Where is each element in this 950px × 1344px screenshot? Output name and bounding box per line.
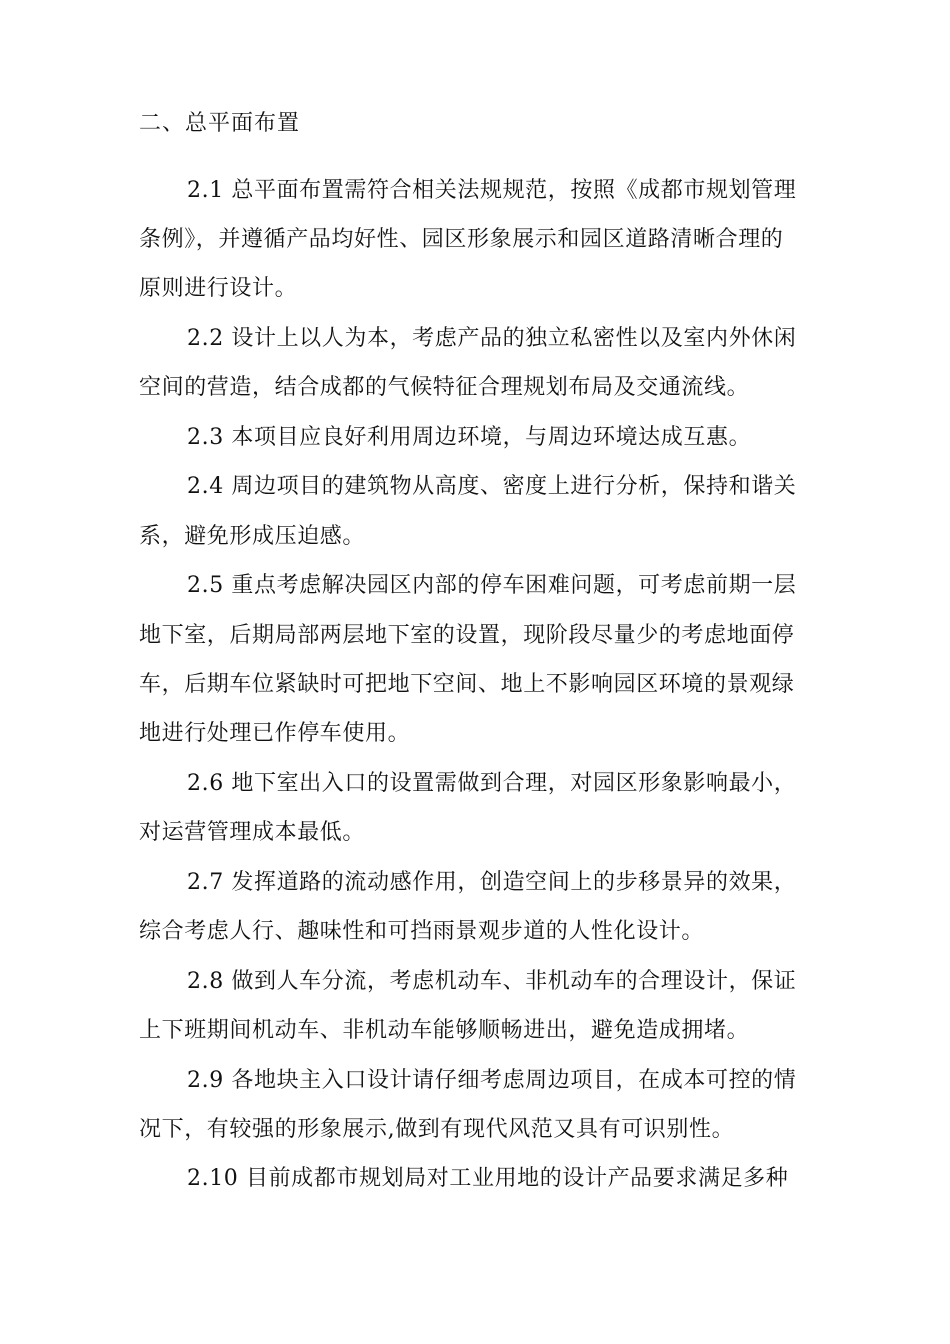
paragraph-2-1-line-3: 原则进行设计。 [139, 276, 298, 301]
paragraph-2-4-line-2: 系，避免形成压迫感。 [139, 524, 366, 549]
paragraph-2-9-line-1: 2.9 各地块主入口设计请仔细考虑周边项目，在成本可控的情 [187, 1068, 797, 1093]
paragraph-2-8-line-2: 上下班期间机动车、非机动车能够顺畅进出，避免造成拥堵。 [139, 1018, 750, 1043]
paragraph-2-5-line-2: 地下室，后期局部两层地下室的设置，现阶段尽量少的考虑地面停 [139, 623, 795, 648]
paragraph-2-1-line-2: 条例》，并遵循产品均好性、园区形象展示和园区道路清晰合理的 [139, 227, 784, 252]
paragraph-2-6-line-1: 2.6 地下室出入口的设置需做到合理，对园区形象影响最小， [187, 771, 797, 796]
paragraph-2-7-line-1: 2.7 发挥道路的流动感作用，创造空间上的步移景异的效果， [187, 870, 797, 895]
paragraph-2-5-line-4: 地进行处理已作停车使用。 [139, 721, 411, 746]
paragraph-2-5-line-1: 2.5 重点考虑解决园区内部的停车困难问题，可考虑前期一层 [187, 573, 797, 598]
paragraph-2-2-line-1: 2.2 设计上以人为本，考虑产品的独立私密性以及室内外休闲 [187, 326, 797, 351]
paragraph-2-8-line-1: 2.8 做到人车分流，考虑机动车、非机动车的合理设计，保证 [187, 969, 797, 994]
section-heading: 二、总平面布置 [139, 111, 301, 136]
paragraph-2-9-line-2: 况下，有较强的形象展示,做到有现代风范又具有可识别性。 [139, 1117, 735, 1142]
paragraph-2-6-line-2: 对运营管理成本最低。 [139, 820, 366, 845]
paragraph-2-1-line-1: 2.1 总平面布置需符合相关法规规范，按照《成都市规划管理 [187, 178, 797, 203]
paragraph-2-5-line-3: 车，后期车位紧缺时可把地下空间、地上不影响园区环境的景观绿 [139, 672, 795, 697]
paragraph-2-4-line-1: 2.4 周边项目的建筑物从高度、密度上进行分析，保持和谐关 [187, 474, 797, 499]
paragraph-2-2-line-2: 空间的营造，结合成都的气候特征合理规划布局及交通流线。 [139, 375, 750, 400]
paragraph-2-3-line-1: 2.3 本项目应良好利用周边环境，与周边环境达成互惠。 [187, 425, 752, 450]
paragraph-2-7-line-2: 综合考虑人行、趣味性和可挡雨景观步道的人性化设计。 [139, 919, 705, 944]
paragraph-2-10-line-1: 2.10 目前成都市规划局对工业用地的设计产品要求满足多种 [187, 1166, 789, 1191]
